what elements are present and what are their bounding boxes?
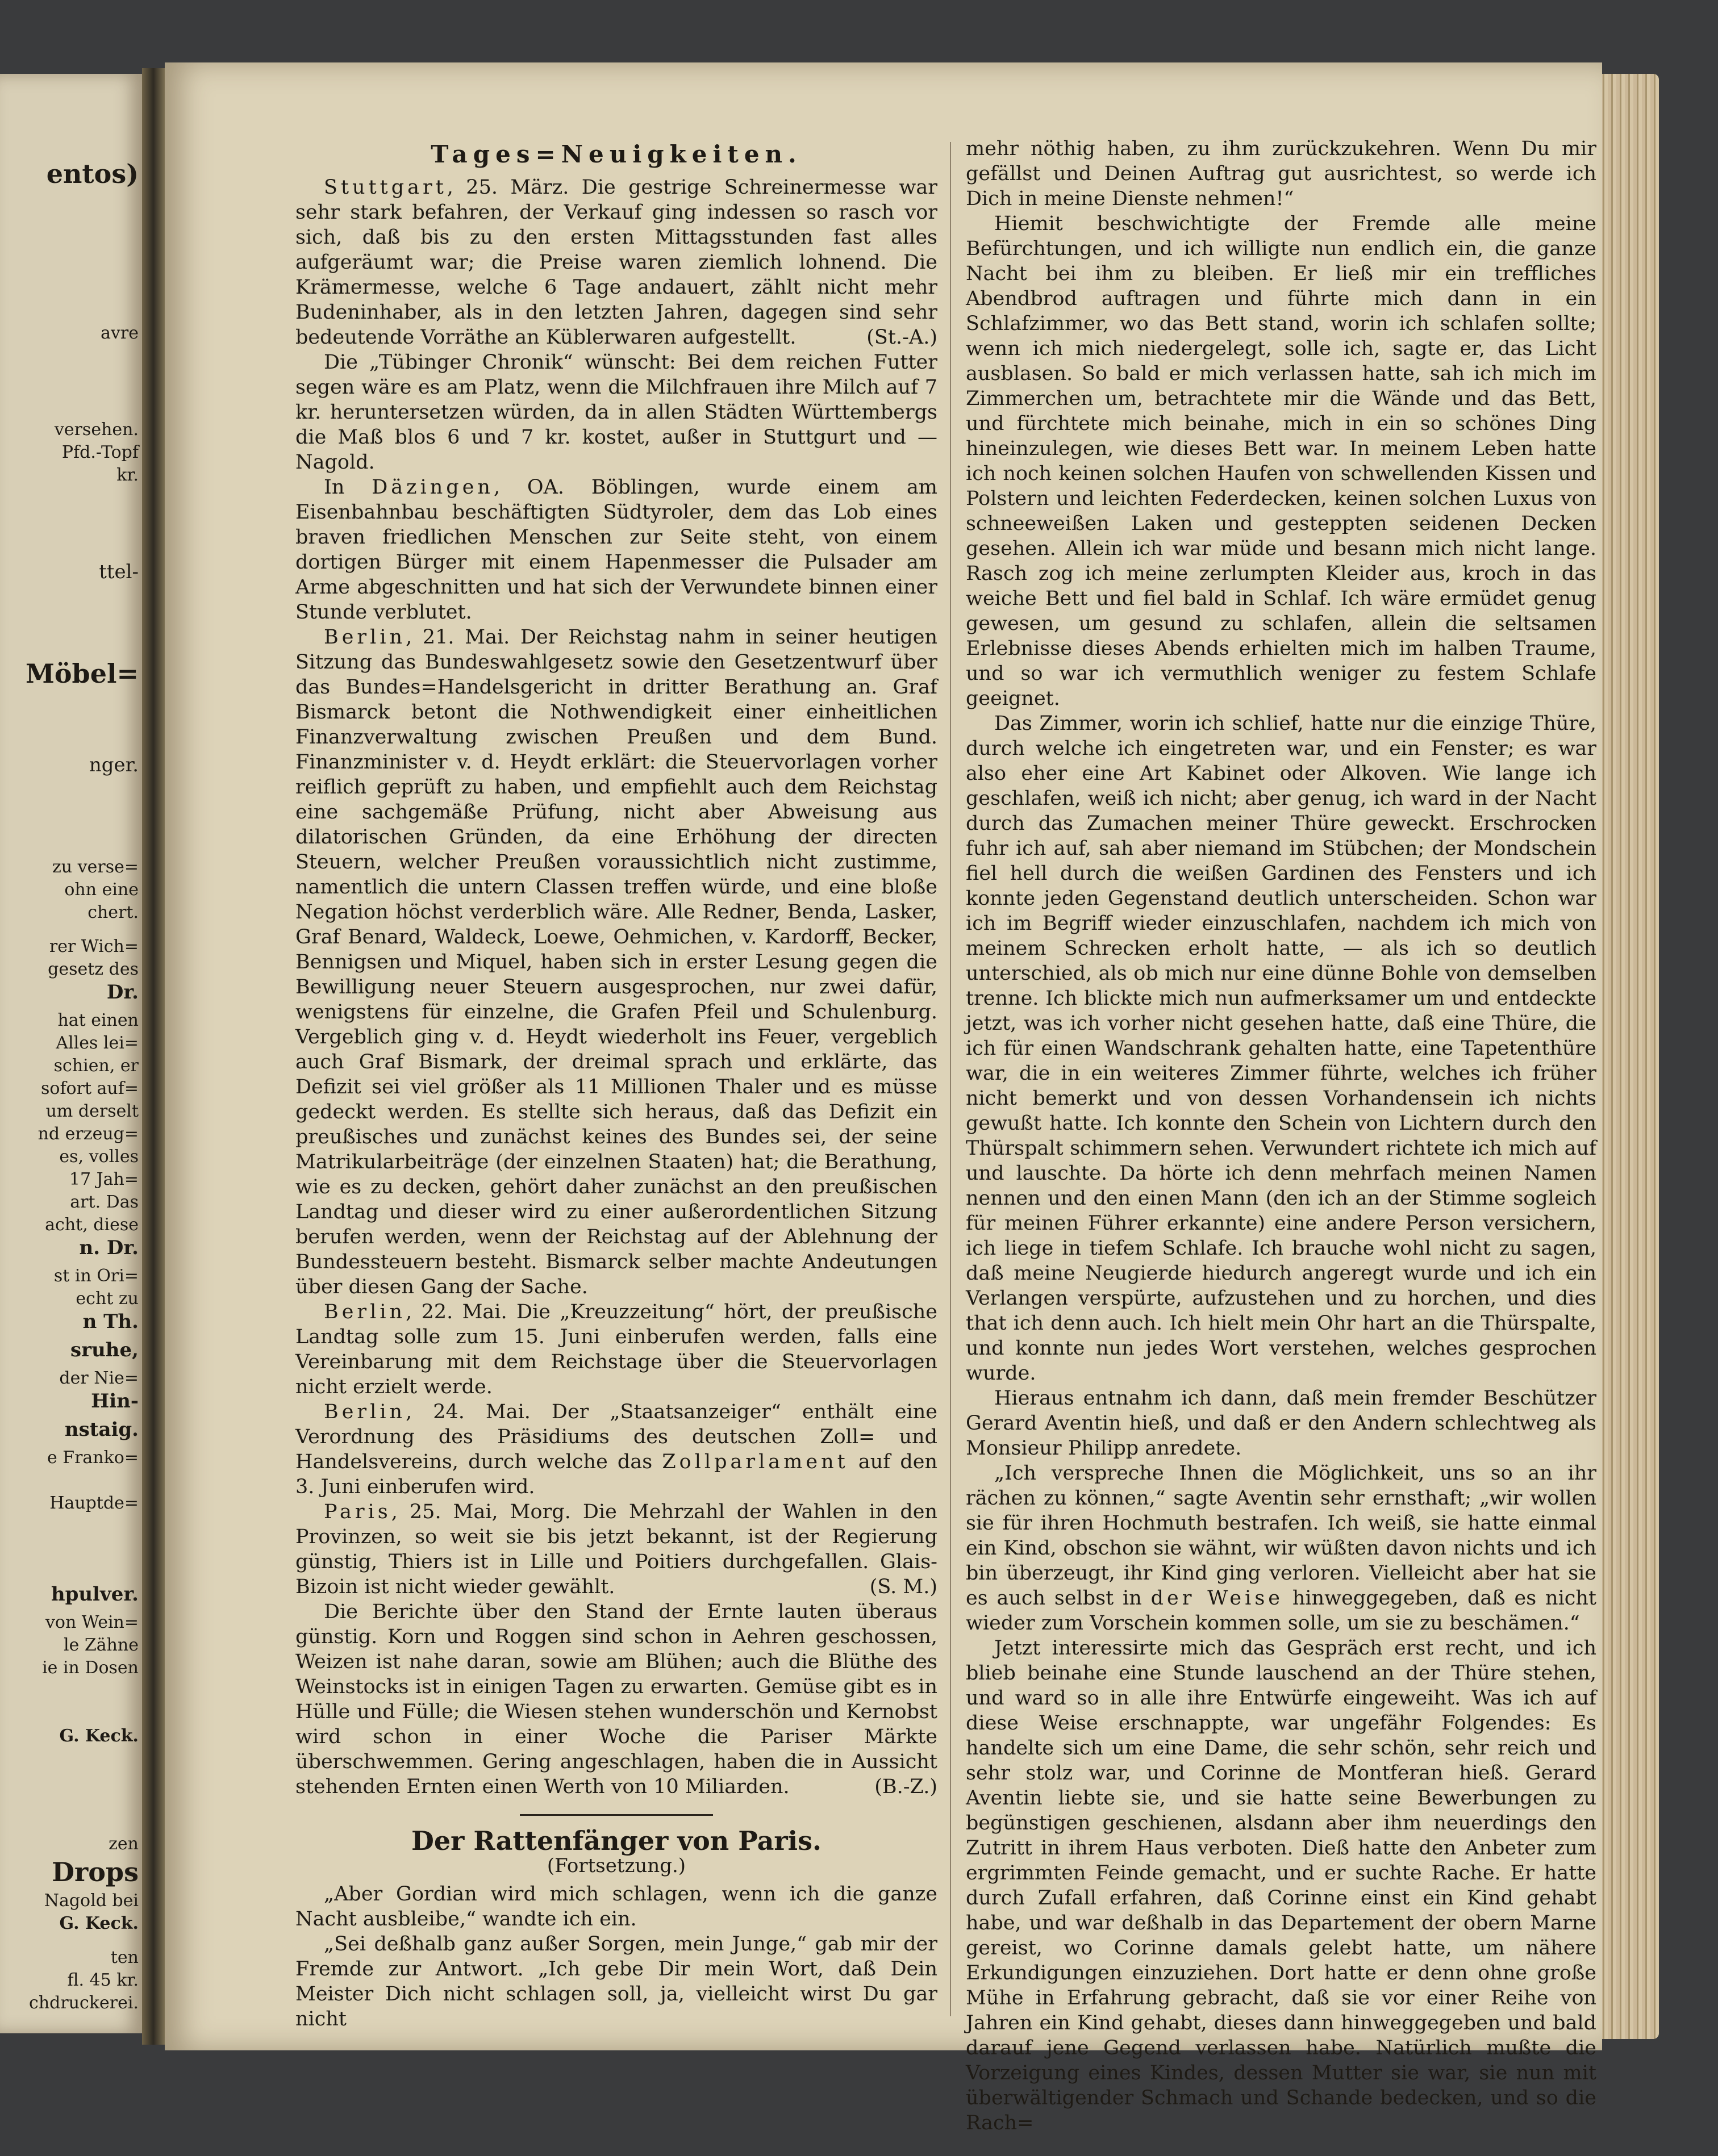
story-title: Der Rattenfänger von Paris. (411, 1825, 822, 1856)
story-paragraph: Jetzt interessirte mich das Gespräch erst recht, und ich blieb beinahe eine Stunde lauschend an der Thüre stehen, und ward so in alle ihre Entwürfe eingeweiht. Was ich auf diese Weise erschnappte, war ungefähr Folgendes: Es handelte sich um eine Dame, die sehr schön, sehr reich und sehr stolz war, und Corinne de Montferan hieß. Gerard Aventin liebte sie, und sie hatte seine Bewerbungen zu begünstigen geschienen, alsdann aber ihm neuerdings den Zutritt in ihrem Haus verboten. Dieß hatte den Anbeter zum ergrimmten Feinde gemacht, und er suchte Rache. Er hatte durch Zufall erfahren, daß Corinne einst ein Kind gehabt habe, und war deßhalb in das Departement der obern Marne gereist, wo Corinne damals gelebt hatte, um nähere Erkundigungen einzuziehen. Dort hatte er denn ohne große Mühe in Erfahrung gebracht, daß sie vor einer Reihe von Jahren ein Kind gehabt, dieses dann hinweggegeben und bald darauf jene Gegend verlassen habe. Natürlich mußte die Vorzeigung eines Kindes, dessen Mutter sie war, sie nun mit überwältigender Schmach und Schande bedecken, und so die Rach= (966, 1637, 1596, 2134)
left-fragment: ttel- (99, 561, 139, 583)
left-fragment: fl. 45 kr. (67, 1970, 139, 1990)
news-text: , 21. Mai. Der Reichstag nahm in seiner heutigen Sitzung das Bundeswahlgesetz sowie den Gesetzentwurf über das Bundes=Handelsgericht in dritter Berathung an. Graf Bismarck betont die Nothwendigkeit einer einheitlichen Finanzverwaltung zwischen Preußen und dem Bund. Finanzminister v. d. Heydt erklärt: die Steuervorlagen vorher reiflich geprüft zu haben, und empfiehlt auch dem Reichstag eine sachgemäße Prüfung, nicht aber Abweisung aus dilatorischen Gründen, da eine Erhöhung der directen Steuern, welcher Preußen voraussichtlich nicht zustimme, namentlich die untern Classen treffen würde, und eine bloße Negation höchst verderblich wäre. Alle Redner, Benda, Lasker, Graf Benard, Waldeck, Loewe, Oehmichen, v. Kardorff, Becker, Bennigsen und Miquel, haben sich in erster Lesung gegen die Bewilligung neuer Steuern ausgesprochen, nur zwei dafür, wenigstens für einzelne, die Grafen Pfeil und Schulenburg. Vergeblich ging v. d. Heydt wiederholt ins Feuer, vergeblich auch Graf Bismark, der dreimal sprach und erklärte, das Defizit sei viel größer als 11 Millionen Thaler und es müsse gedeckt werden. Es stellte sich heraus, daß das Defizit ein preußisches und zunächst keines des Bundes sei, der seine Matrikularbeiträge (der einzelnen Staaten) hat; die Berathung, wie es zu decken, gehört daher zunächst an den preußischen Landtag und dieser wird zu einer außerordentlichen Sitzung berufen werden, wenn der Reichstag auf der Ablehnung der Bundessteuern besteht. Bismarck selber machte Andeutungen über diesen Gang der Sache. (295, 626, 937, 1298)
left-page-fragment (0, 74, 142, 2033)
book-gutter (142, 68, 165, 2045)
left-fragment: um derselt (45, 1101, 139, 1121)
news-source: (S. M.) (869, 1576, 937, 1598)
left-fragment: zen (109, 1834, 139, 1854)
left-fragment: nstaig. (64, 1418, 139, 1441)
story-paragraph: „Aber Gordian wird mich schlagen, wenn ich die ganze Nacht ausbleibe,“ wandte ich ein. (295, 1883, 937, 1931)
left-fragment: kr. (116, 465, 139, 485)
left-fragment: n Th. (82, 1310, 139, 1333)
left-fragment: 17 Jah= (69, 1169, 139, 1189)
left-fragment: der Nie= (59, 1368, 139, 1388)
news-stuttgart (295, 175, 937, 350)
left-fragment: versehen. (54, 420, 139, 440)
story-text: hinweggegeben, daß es nicht wieder zum Vorschein kommen solle, um sie zu beschämen.“ (966, 1587, 1596, 1635)
left-fragment: ohn eine (64, 880, 139, 900)
left-fragment: hat einen (57, 1010, 139, 1030)
section-heading: Tages=Neuigkeiten. (431, 140, 802, 168)
left-fragment: nger. (89, 754, 139, 776)
left-fragment: st in Ori= (53, 1266, 139, 1286)
news-text: auf den 3. Juni einberufen wird. (295, 1451, 938, 1498)
left-fragment: Möbel= (25, 658, 139, 689)
left-fragment: chdruckerei. (29, 1993, 139, 2013)
spaced-word: der Weise (1150, 1587, 1283, 1610)
news-berlin-22 (295, 1300, 937, 1399)
column-right (966, 136, 1596, 2136)
dateline-place: Berlin (324, 1401, 406, 1423)
left-fragment: sruhe, (70, 1339, 139, 1361)
spaced-word: Zollparlament (662, 1451, 849, 1473)
left-fragment: Hin- (91, 1390, 139, 1413)
news-daezingen (295, 475, 937, 625)
left-fragment: Nagold bei (44, 1891, 139, 1911)
left-fragment: von Wein= (45, 1612, 139, 1632)
news-text: , 24. Mai. Der „Staatsanzeiger“ enthält eine Verordnung des Präsidiums des deutschen Zoll= und Handelsvereins, durch welche das (295, 1401, 937, 1473)
column-divider (950, 142, 951, 2016)
story-paragraph: Hiemit beschwichtigte der Fremde alle meine Befürchtungen, und ich willigte nun endlich ein, die ganze Nacht bei ihm zu bleiben. Er ließ mir ein treffliches Abendbrod auftragen und führte mich dann in ein Schlafzimmer, wo das Bett stand, worin ich schlafen sollte; wenn ich mich niedergelegt, solle ich, sagte er, das Licht ausblasen. So bald er mich verlassen hatte, sah ich mich im Zimmerchen um, betrachtete mir die Wände und das Bett, und fürchtete mich beinahe, mich in ein so schönes Ding hineinzulegen, wie dieses Bett war. In meinem Leben hatte ich noch keinen solchen Haufen von schwellenden Kissen und Polstern und leichten Federdecken, keinen solchen Luxus von schneeweißen Laken und gesteppten seidenen Decken gesehen. Allein ich war müde und besann mich nicht lange. Rasch zog ich meine zerlumpten Kleider aus, kroch in das weiche Bett und fiel bald in Schlaf. Ich wäre ermüdet genug gewesen, um gesund zu schlafen, allein die seltsamen Erlebnisse dieses Abends erhielten mich im halben Traume, und so war ich vermuthlich weniger zu festem Schlafe geeignet. (966, 212, 1596, 710)
left-fragment: entos) (46, 158, 139, 189)
left-fragment: chert. (87, 902, 139, 922)
left-fragment: G. Keck. (59, 1913, 139, 1933)
news-text: , 25. Mai, Morg. Die Mehrzahl der Wahlen in den Provinzen, so weit sie bis jetzt bekannt, ist der Regierung günstig, Thiers ist in Lille und Poitiers durchgefallen. Glais-Bizoin ist nicht wieder gewählt. (295, 1501, 937, 1598)
left-fragment: gesetz des (48, 959, 139, 979)
left-fragment: art. Das (70, 1192, 139, 1212)
news-tuebingen: Die „Tübinger Chronik“ wünscht: Bei dem reichen Futter segen wäre es am Platz, wenn die Milchfrauen ihre Milch auf 7 kr. heruntersetzen würden, da in allen Städten Württembergs die Maß blos 6 und 7 kr. kostet, außer in Stuttgurt und — Nagold. (295, 351, 937, 474)
left-fragment: sofort auf= (40, 1079, 139, 1098)
left-fragment: Pfd.-Topf (61, 442, 139, 462)
dateline-place: Berlin (324, 626, 406, 649)
column-left (295, 142, 937, 2032)
left-fragment: acht, diese (45, 1215, 139, 1235)
section-rule (520, 1814, 713, 1816)
left-fragment: n. Dr. (79, 1236, 139, 1259)
news-text: , 25. März. Die gestrige Schreinermesse war sehr stark befahren, der Verkauf ging indessen so rasch vor sich, daß bis zu den ersten Mittagsstunden fast alles aufgeräumt war; die Preise waren ziemlich lohnend. Die Krämermesse, welche 6 Tage andauert, zählt nicht mehr Budeninhaber, als in den letzten Jahren, dagegen sind sehr bedeutende Vorräthe an Küblerwaren aufgestellt. (295, 176, 937, 349)
story-paragraph: „Sei deßhalb ganz außer Sorgen, mein Junge,“ gab mir der Fremde zur Antwort. „Ich gebe Dir mein Wort, daß Dein Meister Dich nicht schlagen soll, ja, vielleicht wirst Du gar nicht (295, 1933, 937, 2030)
dateline-place: Paris (324, 1501, 391, 1523)
left-fragment: es, volles (59, 1147, 139, 1167)
left-fragment: ie in Dosen (42, 1658, 139, 1678)
dateline-place: Stuttgart (324, 176, 447, 199)
story-paragraph: Das Zimmer, worin ich schlief, hatte nur die einzige Thüre, durch welche ich eingetreten war, und ein Fenster; es war also eher eine Art Kabinet oder Alkoven. Wie lange ich geschlafen, weiß ich nicht; aber genug, ich ward in der Nacht durch das Zumachen meiner Thüre geweckt. Erschrocken fuhr ich auf, sah aber niemand im Stübchen; der Mondschein fiel hell durch die weißen Gardinen des Fensters und ich konnte jeden Gegenstand deutlich unterscheiden. Schon war ich im Begriff wieder einzuschlafen, nachdem ich mich von meinem Schrecken erholt hatte, — als ich so deutlich unterschied, als ob mich nur eine dünne Bohle von demselben trenne. Ich blickte mich nun aufmerksamer um und entdeckte jetzt, was ich vorher nicht gesehen hatte, daß eine Thüre, die ich für einen Wandschrank gehalten hatte, eine Tapetenthüre war, die in ein weiteres Zimmer führte, welches ich früher nicht bemerkt und von dessen Vorhandensein ich nichts gewußt hatte. Ich konnte den Schein von Lichtern durch den Thürspalt schimmern sehen. Verwundert richtete ich mich auf und lauschte. Da hörte ich denn mehrfach meinen Namen nennen und den einen Mann (den ich an der Stimme sogleich für meinen Führer erkannte) eine andere Person versichern, ich liege in tiefem Schlafe. Ich brauche wohl nicht zu sagen, daß meine Neugierde hiedurch angeregt wurde und ich ein Verlangen verspürte, aufzustehen und zu horchen, und dies that ich denn auch. Ich hielt mein Ohr hart an die Thürspalte, und konnte nun jedes Wort verstehen, welches gesprochen wurde. (966, 712, 1596, 1385)
left-fragment: e Franko= (47, 1448, 139, 1468)
story-subtitle: (Fortsetzung.) (547, 1854, 686, 1877)
left-fragment: Dr. (106, 981, 139, 1004)
story-paragraph (966, 1461, 1596, 1636)
story-paragraph: Hieraus entnahm ich dann, daß mein fremder Beschützer Gerard Aventin hieß, und daß er den Andern schlechtweg als Monsieur Philipp anredete. (966, 1387, 1596, 1460)
story-paragraph: mehr nöthig haben, zu ihm zurückzukehren. Wenn Du mir gefällst und Deinen Auftrag gut ausrichtest, so werde ich Dich in meine Dienste nehmen!“ (966, 137, 1596, 210)
left-fragment: hpulver. (51, 1583, 139, 1606)
left-fragment: G. Keck. (59, 1726, 139, 1746)
news-text: , 22. Mai. Die „Kreuzzeitung“ hört, der preußische Landtag solle zum 15. Juni einberufen werden, falls eine Vereinbarung mit dem Reichstage über die Steuervorlagen nicht erzielt werde. (295, 1301, 937, 1398)
left-fragment: Hauptde= (49, 1493, 139, 1513)
news-source: (St.-A.) (866, 326, 937, 349)
left-fragment: echt zu (76, 1289, 139, 1309)
news-text: Die Berichte über den Stand der Ernte lauten überaus günstig. Korn und Roggen sind schon in Aehren geschossen, Weizen ist nahe daran, sowie am Blühen; auch die Blüthe des Weinstocks ist in einigen Tagen zu erwarten. Gemüse gibt es in Hülle und Fülle; die Wiesen stehen wunderschön und Kernobst wird schon in einer Woche die Pariser Märkte überschwemmen. Gering angeschlagen, haben die in Aussicht stehenden Ernten einen Werth von 10 Miliarden. (295, 1601, 937, 1798)
news-source: (B.-Z.) (874, 1775, 937, 1798)
news-berlin-24 (295, 1399, 937, 1499)
newspaper-page (165, 62, 1602, 2134)
left-fragment: rer Wich= (49, 937, 139, 956)
left-fragment: Drops (52, 1857, 139, 1887)
left-fragment: ten (110, 1948, 139, 1967)
left-fragment: schien, er (53, 1056, 139, 1076)
story-text: „Ich verspreche Ihnen die Möglichkeit, uns so an ihr rächen zu können,“ sagte Aventin sehr ernsthaft; „wir wollen sie für ihren Hochmuth bestrafen. Ich weiß, sie hatte einmal ein Kind, obschon sie wähnt, wir wüßten davon nichts und ich bin überzeugt, ihr Kind ging verloren. Vielleicht aber hat sie es auch selbst in (966, 1462, 1596, 1610)
left-fragment: Alles lei= (56, 1033, 139, 1053)
news-lead: In (324, 476, 372, 499)
news-berlin-21 (295, 625, 937, 1300)
news-harvest (295, 1599, 937, 1799)
dateline-place: Däzingen (372, 476, 494, 499)
left-fragment: zu verse= (52, 857, 139, 877)
left-fragment: le Zähne (63, 1635, 139, 1655)
news-text: , OA. Böblingen, wurde einem am Eisenbahnbau beschäftigten Südtyroler, dem das Lob eines braven friedlichen Menschen zur Seite steht, von einem dortigen Bürger mit einem Hapenmesser die Pulsader am Arme abgeschnitten und hat sich der Verwundete binnen einer Stunde verblutet. (295, 476, 937, 624)
left-fragment: avre (101, 323, 139, 343)
left-fragment: nd erzeug= (37, 1124, 139, 1144)
news-paris (295, 1499, 937, 1599)
dateline-place: Berlin (324, 1301, 406, 1323)
